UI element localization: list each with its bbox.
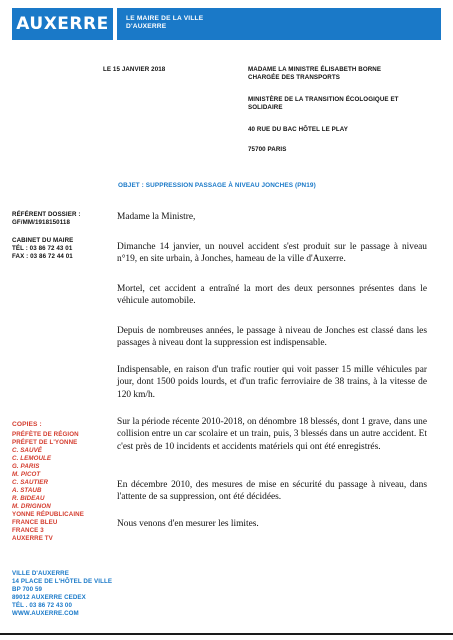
copy-item: FRANCE BLEU (12, 519, 58, 526)
recipient-line-5: 40 RUE DU BAC HÔTEL LE PLAY (248, 126, 348, 133)
letter-paragraph: Depuis de nombreuses années, le passage à niveau de Jonches est classé dans les passages à niveau dont la suppression est indispensable. (117, 326, 427, 349)
footer-line-2: 14 PLACE DE L'HÔTEL DE VILLE (12, 578, 113, 585)
letter-paragraph: Mortel, cet accident a entraîné la mort des deux personnes présentes dans le véhicule automobile. (117, 284, 427, 307)
cabinet-tel: TÉL : 03 86 72 43 01 (12, 245, 73, 252)
recipient-line-2: CHARGÉE DES TRANSPORTS (248, 74, 340, 81)
copy-item: PRÉFET DE L'YONNE (12, 439, 78, 446)
copy-item: M. PICOT (12, 471, 41, 478)
page-bottom-border (0, 633, 453, 635)
referent-label: RÉFÉRENT DOSSIER : (12, 211, 81, 218)
copy-item: C. SAUVÉ (12, 447, 43, 454)
letter-paragraph: Nous venons d'en mesurer les limites. (117, 519, 259, 529)
copy-item: C. SAUTIER (12, 479, 49, 486)
recipient-line-3: MINISTÈRE DE LA TRANSITION ÉCOLOGIQUE ET (248, 96, 399, 103)
letter-subject: OBJET : SUPPRESSION PASSAGE À NIVEAU JONCHES (PN19) (118, 182, 316, 189)
copy-item: A. STAUB (12, 487, 42, 494)
letter-paragraph: En décembre 2010, des mesures de mise en sécurité du passage à niveau, dans l'attente de sa suppression, ont été décidées. (117, 480, 427, 503)
recipient-line-4: SOLIDAIRE (248, 104, 283, 111)
copy-item: PRÉFÈTE DE RÉGION (12, 431, 79, 438)
footer-line-4: 89012 AUXERRE CEDEX (12, 594, 86, 601)
copy-item: C. LEMOULE (12, 455, 52, 462)
cabinet-fax: FAX : 03 86 72 44 01 (12, 253, 73, 260)
recipient-line-1: MADAME LA MINISTRE ÉLISABETH BORNE (248, 66, 382, 73)
copy-item: R. BIDEAU (12, 495, 45, 502)
copy-item: M. DRIGNON (12, 503, 51, 510)
letter-paragraph: Indispensable, en raison d'un trafic routier qui voit passer 15 mille véhicules par jour, dont 1500 poids lourds, et d'un trafic ferroviaire de 38 trains, à la vitesse de 120 km/h. (117, 365, 427, 400)
recipient-line-6: 75700 PARIS (248, 146, 287, 153)
footer-website-link[interactable]: WWW.AUXERRE.COM (12, 610, 79, 617)
auxerre-logo: AUXERRE (12, 8, 113, 40)
maire-title-line2: D'AUXERRE (126, 23, 167, 30)
maire-banner (117, 8, 441, 40)
cabinet-label: CABINET DU MAIRE (12, 237, 74, 244)
letter-paragraph: Dimanche 14 janvier, un nouvel accident s'est produit sur le passage à niveau n°19, en site urbain, à Jonches, hameau de la ville d'Auxerre. (117, 242, 427, 265)
letter-date: LE 15 JANVIER 2018 (103, 66, 166, 73)
copy-item: YONNE RÉPUBLICAINE (12, 511, 84, 518)
letter-salutation: Madame la Ministre, (117, 212, 196, 222)
letter-paragraph: Sur la période récente 2010-2018, on dénombre 18 blessés, dont 1 grave, dans une collision entre un car scolaire et un train, puis, 3 blessés dans un autre accident. Et c'est près de 10 incidents et accidents matériels qui ont été enregistrés. (117, 417, 427, 452)
referent-value: GF/MM/1918150118 (12, 219, 71, 226)
footer-line-5: TÉL . 03 86 72 43 00 (12, 602, 73, 609)
copy-item: G. PARIS (12, 463, 40, 470)
footer-line-1: VILLE D'AUXERRE (12, 570, 69, 577)
footer-line-3: BP 700 59 (12, 586, 43, 593)
maire-title-line1: LE MAIRE DE LA VILLE (126, 15, 204, 22)
copies-title: COPIES : (12, 421, 42, 428)
copy-item: FRANCE 3 (12, 527, 44, 534)
copy-item: AUXERRE TV (12, 535, 53, 542)
